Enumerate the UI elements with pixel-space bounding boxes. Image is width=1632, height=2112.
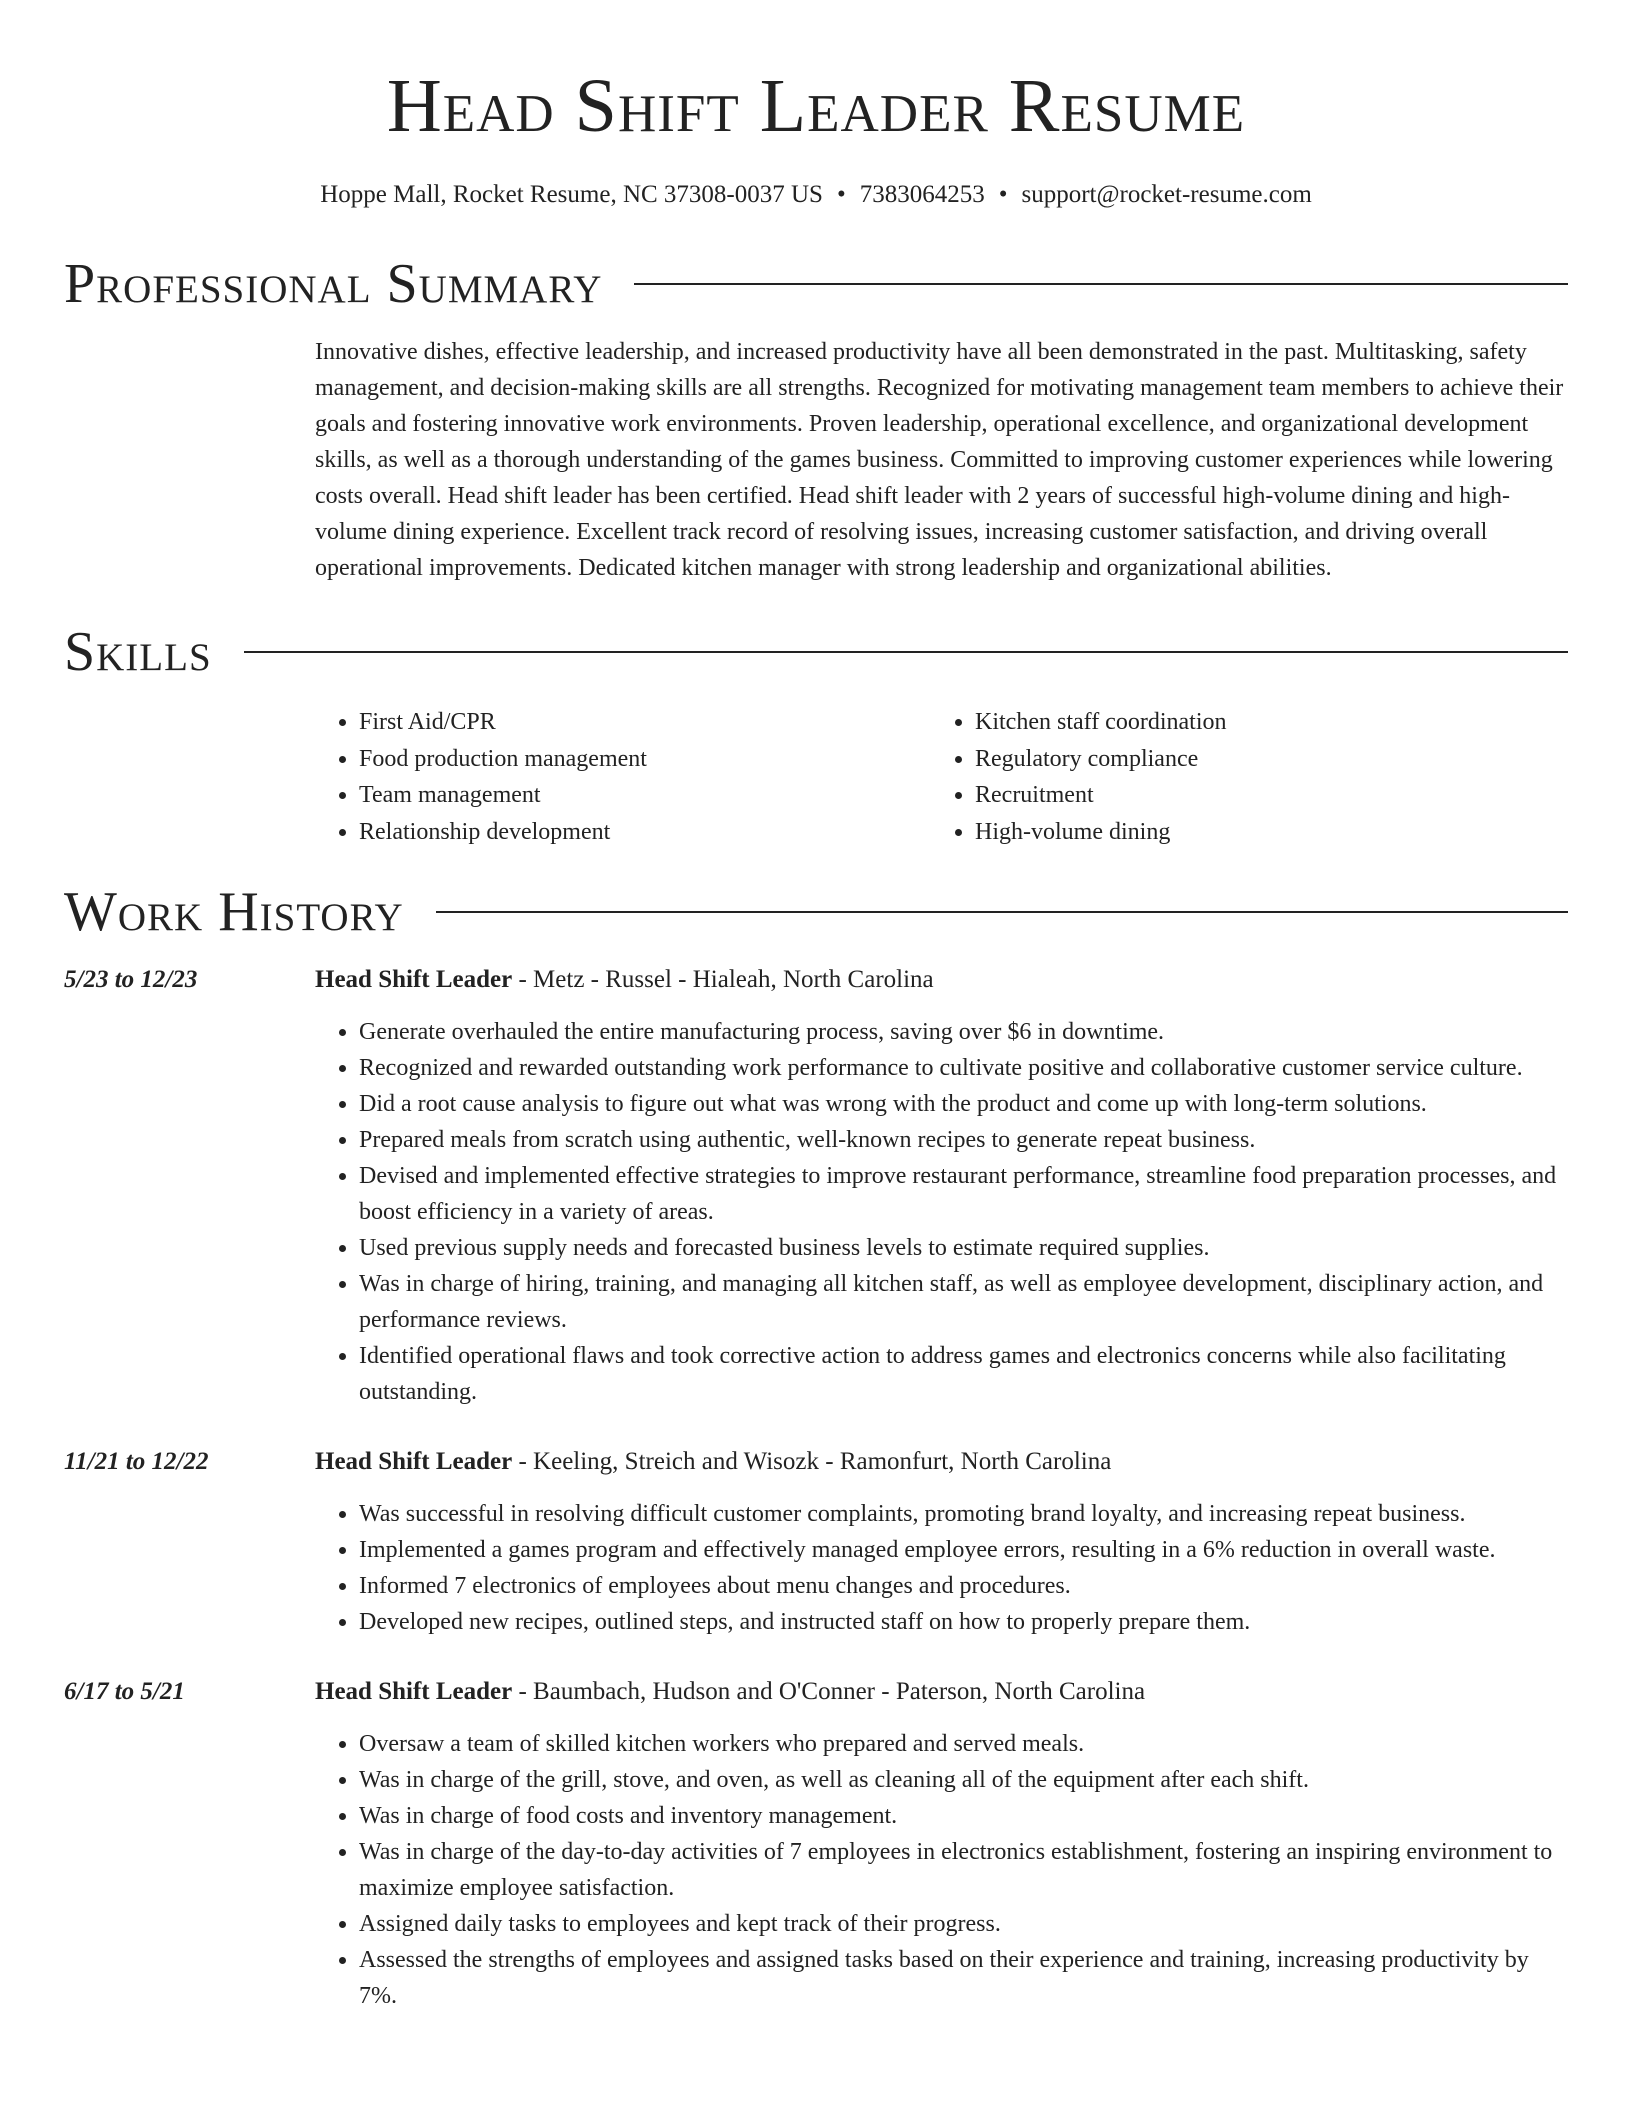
section-title-summary: Professional Summary bbox=[64, 253, 603, 315]
skill-item: • Food production management bbox=[359, 741, 931, 778]
skill-item: • Regulatory compliance bbox=[975, 741, 1547, 778]
job-entry bbox=[64, 1674, 1568, 2014]
contact-line bbox=[64, 178, 1568, 212]
job-bullet: • Developed new recipes, outlined steps, and instructed staff on how to properly prepare them. bbox=[359, 1604, 1568, 1640]
section-title-work-history: Work History bbox=[64, 881, 404, 943]
job-body bbox=[315, 1444, 1568, 1640]
skill-item: • Recruitment bbox=[975, 777, 1547, 814]
skills-list bbox=[315, 704, 1568, 850]
skill-item: • High-volume dining bbox=[975, 814, 1547, 851]
job-bullets bbox=[315, 1496, 1568, 1640]
section-header-summary bbox=[64, 252, 1568, 316]
job-bullets bbox=[315, 1726, 1568, 2014]
skills-column-1 bbox=[315, 704, 931, 850]
skill-item: • Kitchen staff coordination bbox=[975, 704, 1547, 741]
job-bullets bbox=[315, 1014, 1568, 1410]
job-dates: 5/23 to 12/23 bbox=[64, 966, 198, 993]
job-bullet: • Did a root cause analysis to figure out what was wrong with the product and come up with long-term solutions. bbox=[359, 1086, 1568, 1122]
job-employer: - Baumbach, Hudson and O'Conner - Paterson, North Carolina bbox=[512, 1678, 1146, 1705]
job-bullet: • Was in charge of hiring, training, and managing all kitchen staff, as well as employee development, disciplinary action, and performance reviews. bbox=[359, 1266, 1568, 1338]
job-bullet: • Was in charge of food costs and inventory management. bbox=[359, 1798, 1568, 1834]
section-divider bbox=[436, 911, 1568, 913]
job-entry bbox=[64, 962, 1568, 1410]
job-bullet: • Implemented a games program and effectively managed employee errors, resulting in a 6% reduction in overall waste. bbox=[359, 1532, 1568, 1568]
section-title-skills: Skills bbox=[64, 621, 212, 683]
summary-text: Innovative dishes, effective leadership, and increased productivity have all been demonstrated in the past. Multitasking, safety management, and decision-making skills are all strengths. Recognized for motivating management team members to achieve their goals and fostering innovative work environments. Proven leadership, operational excellence, and organizational development skills, as well as a thorough understanding of the games business. Committed to improving customer experiences while lowering costs overall. Head shift leader has been certified. Head shift leader with 2 years of successful high-volume dining and high-volume dining experience. Excellent track record of resolving issues, increasing customer satisfaction, and driving overall operational improvements. Dedicated kitchen manager with strong leadership and organizational abilities. bbox=[315, 339, 1564, 581]
job-title: Head Shift Leader bbox=[315, 966, 513, 993]
job-bullet: • Was in charge of the day-to-day activities of 7 employees in electronics establishment, fostering an inspiring environment to maximize employee satisfaction. bbox=[359, 1834, 1568, 1906]
job-bullet: • Devised and implemented effective strategies to improve restaurant performance, streamline food preparation processes, and boost efficiency in a variety of areas. bbox=[359, 1158, 1568, 1230]
job-entry bbox=[64, 1444, 1568, 1640]
section-divider bbox=[634, 283, 1568, 285]
job-heading bbox=[315, 962, 1568, 998]
job-bullet: • Prepared meals from scratch using authentic, well-known recipes to generate repeat business. bbox=[359, 1122, 1568, 1158]
job-bullet: • Informed 7 electronics of employees about menu changes and procedures. bbox=[359, 1568, 1568, 1604]
job-bullet: • Was successful in resolving difficult customer complaints, promoting brand loyalty, and increasing repeat business. bbox=[359, 1496, 1568, 1532]
section-divider bbox=[244, 651, 1568, 653]
section-header-work-history bbox=[64, 880, 1568, 944]
job-title: Head Shift Leader bbox=[315, 1678, 513, 1705]
contact-email: support@rocket-resume.com bbox=[1021, 181, 1312, 208]
job-dates: 11/21 to 12/22 bbox=[64, 1448, 209, 1475]
job-heading bbox=[315, 1444, 1568, 1480]
job-body bbox=[315, 962, 1568, 1410]
job-bullet: • Oversaw a team of skilled kitchen workers who prepared and served meals. bbox=[359, 1726, 1568, 1762]
resume-title: Head Shift Leader Resume bbox=[386, 64, 1246, 148]
job-employer: - Keeling, Streich and Wisozk - Ramonfurt, North Carolina bbox=[512, 1448, 1112, 1475]
job-bullet: • Assessed the strengths of employees and assigned tasks based on their experience and training, increasing productivity by 7%. bbox=[359, 1942, 1568, 2014]
job-bullet: • Recognized and rewarded outstanding work performance to cultivate positive and collaborative customer service culture. bbox=[359, 1050, 1568, 1086]
job-bullet: • Used previous supply needs and forecasted business levels to estimate required supplies. bbox=[359, 1230, 1568, 1266]
skill-item: • Relationship development bbox=[359, 814, 931, 851]
job-body bbox=[315, 1674, 1568, 2014]
job-title: Head Shift Leader bbox=[315, 1448, 513, 1475]
job-bullet: • Generate overhauled the entire manufacturing process, saving over $6 in downtime. bbox=[359, 1014, 1568, 1050]
job-employer: - Metz - Russel - Hialeah, North Carolina bbox=[512, 966, 934, 993]
job-bullet: • Assigned daily tasks to employees and kept track of their progress. bbox=[359, 1906, 1568, 1942]
contact-separator: • bbox=[836, 181, 846, 208]
contact-separator: • bbox=[998, 181, 1008, 208]
resume-page bbox=[64, 0, 1568, 2014]
skill-item: • First Aid/CPR bbox=[359, 704, 931, 741]
contact-phone: 7383064253 bbox=[859, 181, 985, 208]
skills-column-2 bbox=[931, 704, 1547, 850]
contact-address: Hoppe Mall, Rocket Resume, NC 37308-0037 US bbox=[320, 181, 823, 208]
job-dates: 6/17 to 5/21 bbox=[64, 1678, 185, 1705]
skill-item: • Team management bbox=[359, 777, 931, 814]
job-heading bbox=[315, 1674, 1568, 1710]
section-header-skills bbox=[64, 620, 1568, 684]
job-bullet: • Identified operational flaws and took corrective action to address games and electronics concerns while also facilitating outstanding. bbox=[359, 1338, 1568, 1410]
job-bullet: • Was in charge of the grill, stove, and oven, as well as cleaning all of the equipment after each shift. bbox=[359, 1762, 1568, 1798]
